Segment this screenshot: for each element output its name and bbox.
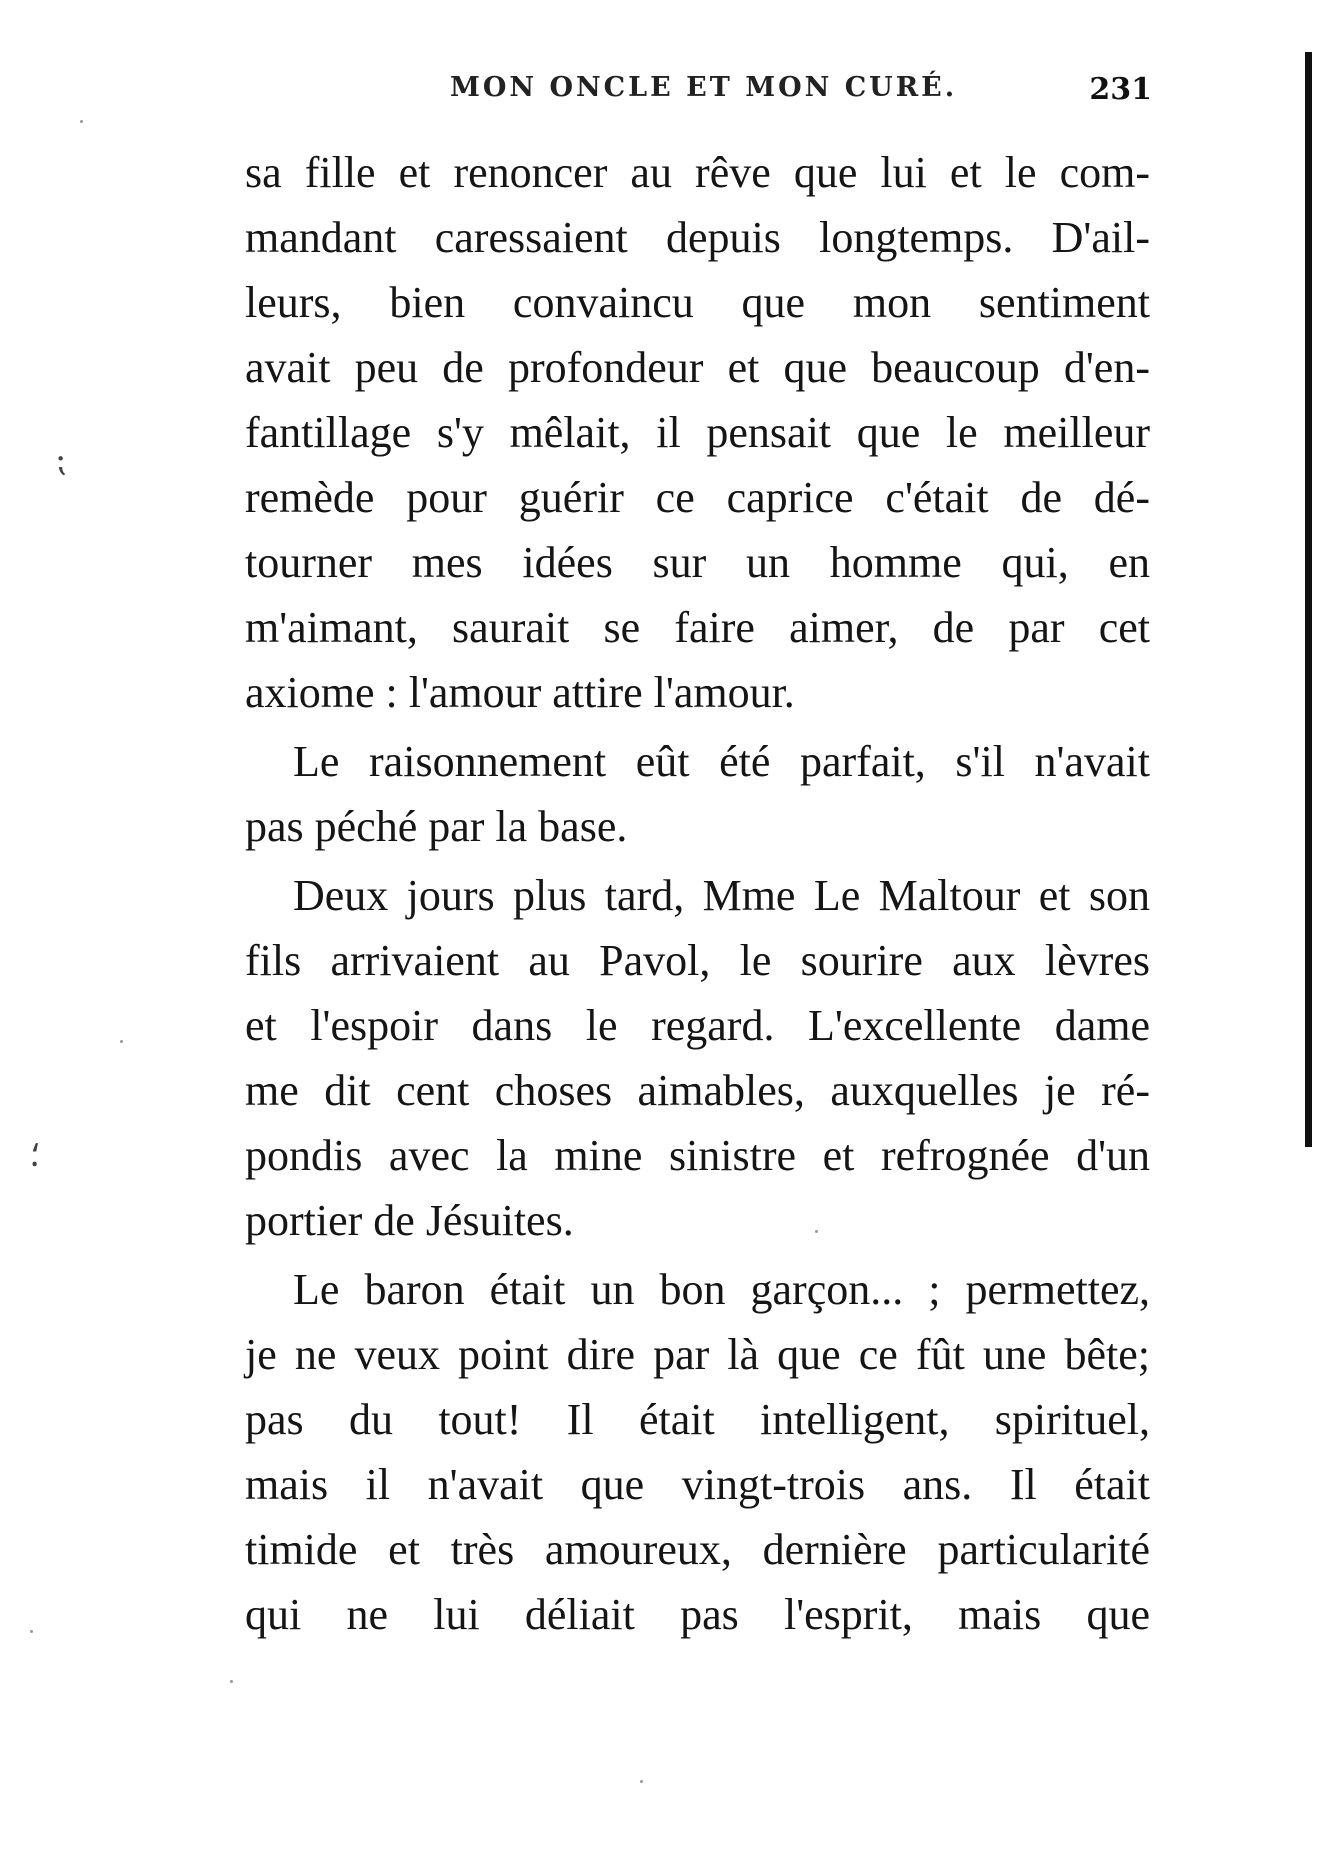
text-line: pas péché par la base.: [245, 802, 628, 851]
page-speck: [120, 1040, 123, 1043]
text-line: me dit cent choses aimables, auxquelles je ré-: [245, 1066, 1150, 1115]
text-line: avait peu de profondeur et que beaucoup d'en-: [245, 343, 1150, 392]
text-line: Deux jours plus tard, Mme Le Maltour et son: [293, 871, 1150, 920]
text-line: pondis avec la mine sinistre et refrognée d'un: [245, 1131, 1150, 1180]
text-line: pas du tout! Il était intelligent, spirituel,: [245, 1395, 1150, 1444]
margin-mark: ⸵: [30, 1135, 40, 1175]
text-line: tourner mes idées sur un homme qui, en: [245, 538, 1150, 587]
text-line: mandant caressaient depuis longtemps. D'ail-: [245, 213, 1150, 262]
text-line: et l'espoir dans le regard. L'excellente dame: [245, 1001, 1150, 1050]
margin-mark: ⁏: [55, 440, 67, 480]
text-line: fantillage s'y mêlait, il pensait que le meilleur: [245, 408, 1150, 457]
text-line: axiome : l'amour attire l'amour.: [245, 668, 795, 717]
text-line: m'aimant, saurait se faire aimer, de par cet: [245, 603, 1150, 652]
page-edge-rule: [1305, 52, 1312, 1147]
text-line: Le raisonnement eût été parfait, s'il n'avait: [293, 737, 1150, 786]
text-line: sa fille et renoncer au rêve que lui et le com-: [245, 148, 1150, 197]
paragraph: [245, 1257, 1150, 1647]
page-speck: [80, 120, 83, 123]
page-speck: [30, 1630, 33, 1633]
page-speck: [640, 1780, 643, 1783]
text-line: timide et très amoureux, dernière particularité: [245, 1525, 1150, 1574]
text-line: Le baron était un bon garçon... ; permettez,: [293, 1265, 1150, 1314]
paragraph: [245, 863, 1150, 1253]
text-line: mais il n'avait que vingt-trois ans. Il était: [245, 1460, 1150, 1509]
body-text: [245, 140, 1150, 1647]
text-line: fils arrivaient au Pavol, le sourire aux lèvres: [245, 936, 1150, 985]
running-title: MON ONCLE ET MON CURÉ.: [450, 72, 958, 103]
page-speck: [230, 1680, 233, 1683]
text-line: je ne veux point dire par là que ce fût une bête;: [245, 1330, 1150, 1379]
paragraph: [245, 729, 1150, 859]
running-head: [450, 72, 1152, 112]
text-line: remède pour guérir ce caprice c'était de dé-: [245, 473, 1150, 522]
paragraph: [245, 140, 1150, 725]
text-line: qui ne lui déliait pas l'esprit, mais que: [245, 1590, 1150, 1639]
text-line: leurs, bien convaincu que mon sentiment: [245, 278, 1150, 327]
text-line: portier de Jésuites.: [245, 1196, 574, 1245]
page-number: 231: [1089, 72, 1152, 107]
